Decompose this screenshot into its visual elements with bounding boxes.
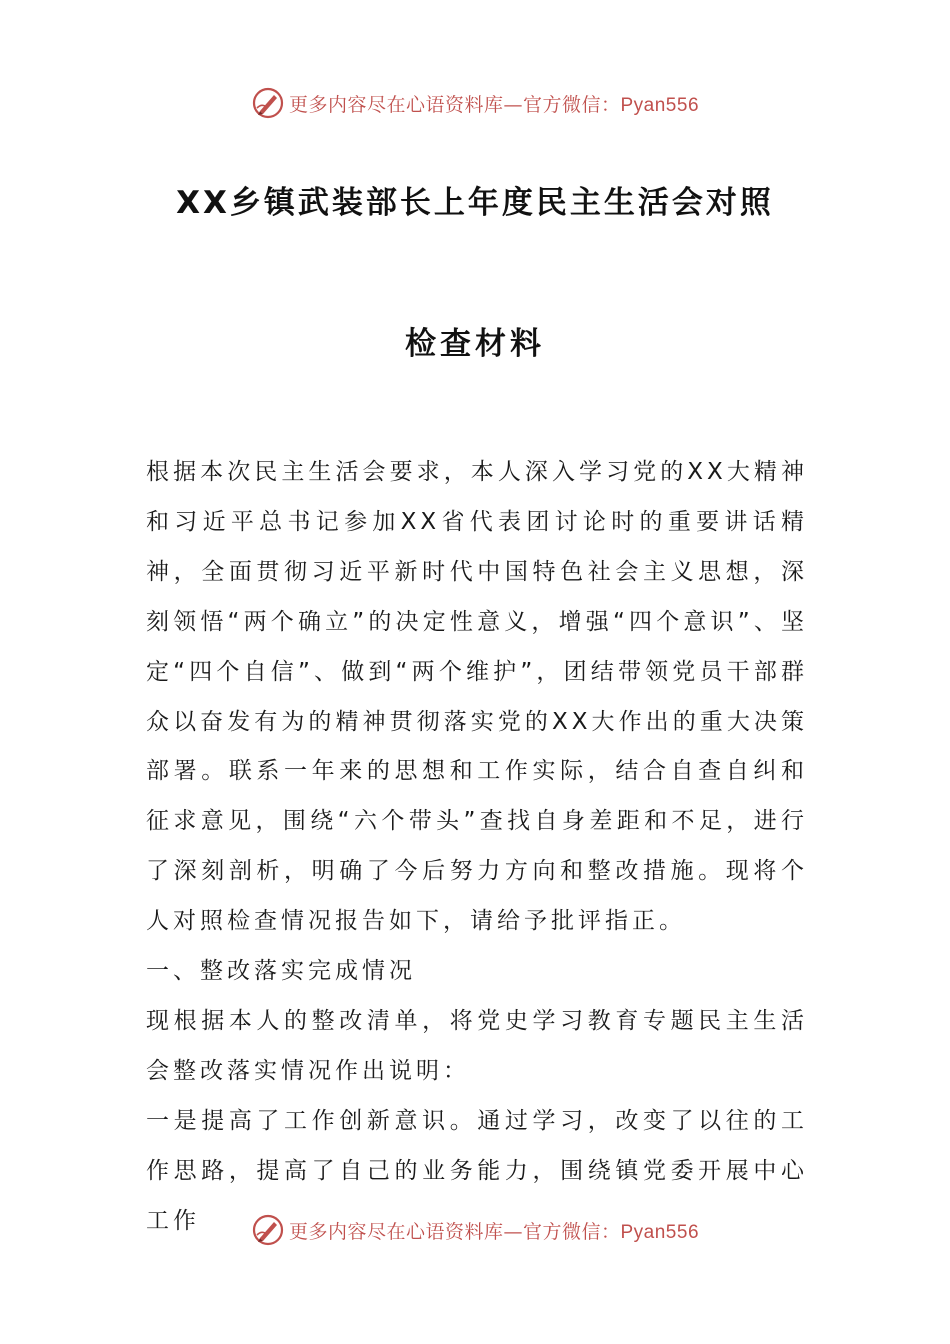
- document-title-line-1: XX乡镇武装部长上年度民主生活会对照: [176, 185, 774, 221]
- watermark-footer: [0, 1210, 950, 1250]
- section-heading: 一、整改落实完成情况: [146, 958, 416, 985]
- paragraph-intro: 根据本次民主生活会要求，本人深入学习党的XX大精神和习近平总书记参加XX省代表团讨论时的重要讲话精神，全面贯彻习近平新时代中国特色社会主义思想，深刻领悟“两个确立”的决定性意义，增强“四个意识”、坚定“四个自信”、做到“两个维护”，团结带领党员干部群众以奋发有为的精神贯彻落实党的XX大作出的重大决策部署。联系一年来的思想和工作实际，结合自查自纠和征求意见，围绕“六个带头”查找自身差距和不足，进行了深刻剖析，明确了今后努力方向和整改措施。现将个人对照检查情况报告如下，请给予批评指正。: [146, 459, 808, 935]
- watermark-text: 更多内容尽在心语资料库—官方微信：Pyan556: [288, 1220, 700, 1243]
- watermark-header: [0, 83, 950, 123]
- document-body: [146, 448, 808, 1247]
- paragraph-point-one: 一是提高了工作创新意识。通过学习，改变了以往的工作思路，提高了自己的业务能力，围绕镇党委开展中心工作: [146, 1107, 808, 1234]
- pen-logo-icon: [251, 1213, 285, 1247]
- paragraph-rectification-intro: 现根据本人的整改清单，将党史学习教育专题民主生活会整改落实情况作出说明：: [146, 1007, 808, 1084]
- watermark-text: 更多内容尽在心语资料库—官方微信：Pyan556: [288, 93, 700, 116]
- watermark-wechat-id: Pyan556: [620, 1221, 700, 1243]
- pen-logo-icon: [251, 86, 285, 120]
- watermark-wechat-id: Pyan556: [620, 94, 700, 116]
- document-title-line-2: 检查材料: [405, 326, 545, 362]
